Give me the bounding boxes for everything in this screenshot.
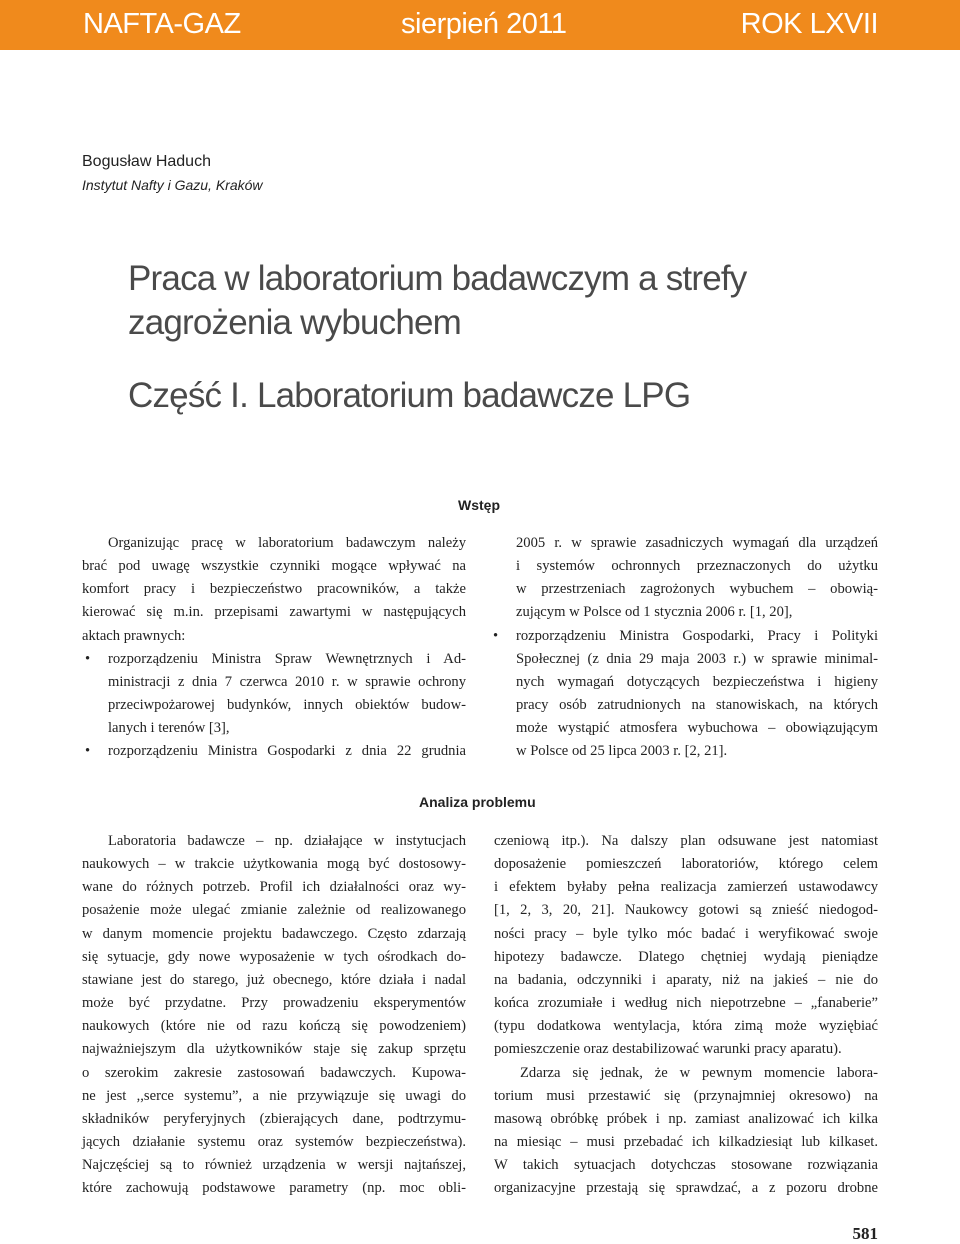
text-line: organizacyjne przestają się sprawdzać, a z pozoru drobne	[494, 1180, 878, 1197]
text-line: aktach prawnych:	[82, 627, 186, 644]
text-line: brać pod uwagę wszystkie czynniki mogące wpływać na	[82, 558, 466, 575]
text-line: Społecznej (z dnia 29 maja 2003 r.) w sprawie minimal-	[516, 650, 878, 667]
text-line: torium musi przestawić się (przynajmniej okresowo) na	[494, 1087, 878, 1104]
journal-name: NAFTA-GAZ	[83, 8, 241, 40]
text-line: w przestrzeniach zagrożonych wybuchem – obowią-	[516, 581, 878, 598]
text-line: Zdarza się jednak, że w pewnym momencie labora-	[520, 1064, 878, 1081]
section-heading-analysis: Analiza problemu	[419, 794, 536, 810]
text-line: zującym w Polsce od 1 stycznia 2006 r. [1, 20],	[516, 604, 793, 621]
text-line: które zachowują podstawowe parametry (np. moc obli-	[82, 1180, 466, 1197]
author-affiliation: Instytut Nafty i Gazu, Kraków	[82, 177, 263, 193]
volume-label: ROK LXVII	[740, 8, 878, 40]
text-line: ne jest ,,serce systemu”, a nie przywiązuje się uwagi do	[82, 1087, 466, 1104]
text-line: pomieszczenie oraz destabilizować warunki pracy aparatu).	[494, 1041, 842, 1058]
analysis-left-column	[82, 830, 466, 1201]
text-line: masową obróbkę próbek i np. zamiast analizować ich kilka	[494, 1110, 878, 1127]
text-line: [1, 2, 3, 20, 21]. Naukowcy gotowi są znieść niedogod-	[494, 902, 878, 919]
text-line: kierować się m.in. przepisami zawartymi w następujących	[82, 604, 466, 621]
text-line: może wystąpić atmosfera wybuchowa – obowiązującym	[516, 720, 878, 737]
text-line: pracy osób zatrudnionych na stanowiskach, na których	[516, 697, 878, 714]
analysis-right-column	[494, 830, 878, 1201]
text-line: hipotezy badawcze. Dlatego chętniej wydają pieniądze	[494, 948, 878, 965]
text-line: najważniejszym dla użytkowników staje się zakup sprzętu	[82, 1041, 466, 1058]
text-line: W takich sytuacjach dotychczas stosowane rozwiązania	[494, 1157, 878, 1174]
intro-right-column	[490, 532, 878, 764]
text-line: i systemów ochronnych przeznaczonych do użytku	[516, 558, 878, 575]
text-line: nych wymagań dotyczących bezpieczeństwa i higieny	[516, 673, 878, 690]
text-line: komfort pracy i bezpieczeństwo pracowników, a także	[82, 581, 466, 598]
text-line: Laboratoria badawcze – np. działające w instytucjach	[108, 833, 466, 849]
article-title	[128, 257, 828, 345]
section-heading-intro: Wstęp	[458, 497, 500, 513]
text-line: (typu dodatkowa wentylacja, która zimą może wyziębiać	[494, 1018, 878, 1035]
text-line: stawiane jest do starego, już obecnego, które działa i nadal	[82, 971, 466, 988]
text-line: jących działanie systemu oraz systemów bezpieczeństwa).	[82, 1134, 466, 1151]
bullet-item: • rozporządzeniu Ministra Spraw Wewnętrznych i Ad-	[82, 648, 466, 671]
text-line: może być przydatne. Przy prowadzeniu eksperymentów	[82, 995, 466, 1012]
text-line: się sytuacje, gdy nowe wyposażenie w tych ośrodkach do-	[82, 948, 466, 965]
text-line: w danym momencie projektu badawczego. Często zdarzają	[82, 925, 466, 942]
text-line: naukowych (które nie od razu kończą się powodzeniem)	[82, 1018, 466, 1035]
author-name: Bogusław Haduch	[82, 153, 211, 170]
text-line: Organizując pracę w laboratorium badawczym należy	[108, 535, 466, 551]
issue-date: sierpień 2011	[401, 8, 567, 40]
text-line: wane do różnych potrzeb. Profil ich działalności oraz wy-	[82, 879, 466, 896]
text-line: czeniową itp.). Na dalszy plan odsuwane jest natomiast	[494, 833, 878, 849]
text-line: ministracji z dnia 7 czerwca 2010 r. w sprawie ochrony	[108, 673, 466, 690]
text-line: doposażenie pomieszczeń laboratoriów, którego celem	[494, 856, 878, 873]
journal-header-banner	[0, 0, 960, 50]
text-line: na badania, odczynniki i aparaty, niż na jakieś – nie do	[494, 971, 878, 988]
text-line: w Polsce od 25 lipca 2003 r. [2, 21].	[516, 743, 728, 760]
text-line: 2005 r. w sprawie zasadniczych wymagań dla urządzeń	[516, 535, 878, 551]
title-line: zagrożenia wybuchem	[128, 303, 462, 342]
text-line: i efektem byłaby pełna realizacja zamierzeń ustawodawcy	[494, 879, 878, 896]
text-line: ności pracy – byle tylko móc badać i weryfikować swoje	[494, 925, 878, 942]
text-line: składników peryferyjnych (zbierających dane, podtrzymu-	[82, 1110, 466, 1127]
text-line: Najczęściej są to również urządzenia w wersji najtańszej,	[82, 1157, 466, 1174]
bullet-item: • rozporządzeniu Ministra Gospodarki, Pracy i Polityki	[490, 625, 878, 648]
text-line: końca zrozumiałe i według nich niepotrzebne – „fanaberie”	[494, 995, 878, 1012]
text-line: na miesiąc – musi przebadać ich kilkadziesiąt lub kilkaset.	[494, 1134, 878, 1151]
intro-left-column	[82, 532, 466, 764]
text-line: naukowych – w trakcie użytkowania mogą być dostosowy-	[82, 856, 466, 873]
text-line: lanych i terenów [3],	[108, 720, 230, 737]
article-subtitle: Część I. Laboratorium badawcze LPG	[128, 376, 691, 415]
title-line: Praca w laboratorium badawczym a strefy	[128, 259, 747, 298]
bullet-item: • rozporządzeniu Ministra Gospodarki z dnia 22 grudnia	[82, 740, 466, 763]
text-line: posażenie może ulegać zmianie zależnie od realizowanego	[82, 902, 466, 919]
text-line: o szerokim zakresie zastosowań badawczych. Kupowa-	[82, 1064, 466, 1081]
text-line: przeciwpożarowej budynków, innych obiektów budow-	[108, 697, 466, 714]
page-number: 581	[852, 1224, 878, 1243]
